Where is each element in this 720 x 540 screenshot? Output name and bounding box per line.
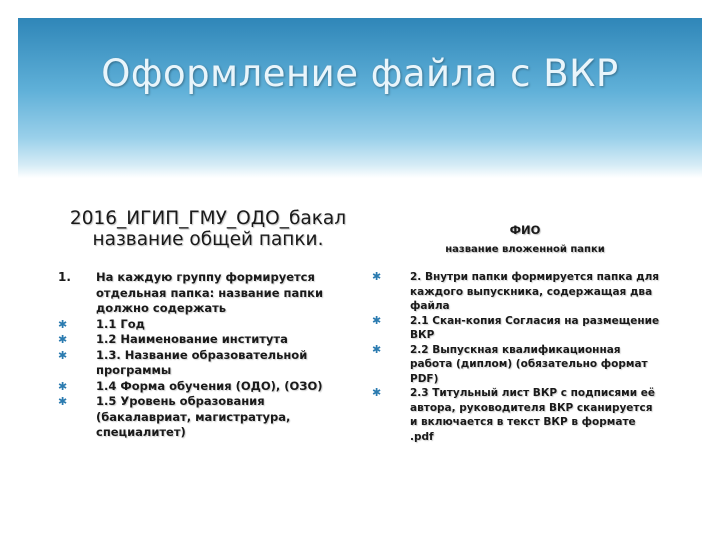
right-heading-caption: название вложенной папки <box>445 244 605 255</box>
bullet-icon: ✱ <box>58 379 68 393</box>
right-heading <box>410 220 640 260</box>
right-heading-folder-name: ФИО <box>509 223 541 237</box>
list-item <box>372 270 662 314</box>
list-item <box>58 317 348 333</box>
list-item <box>58 394 348 441</box>
bullet-icon: ✱ <box>372 313 382 327</box>
bullet-icon: ✱ <box>372 386 382 399</box>
list-item-text: 1.1 Год <box>96 316 145 331</box>
bullet-icon: ✱ <box>372 342 382 356</box>
list-item-text: На каждую группу формируется отдельная папка: название папки должно содержать <box>96 270 324 315</box>
left-heading <box>58 208 358 250</box>
list-item-text: 2.2 Выпускная квалификационная работа (диплом) (обязательно формат PDF) <box>410 343 648 385</box>
bullet-icon: ✱ <box>58 395 68 408</box>
list-item <box>372 343 662 387</box>
list-item-text: 1.5 Уровень образования (бакалавриат, магистратура, специалитет) <box>96 394 291 439</box>
list-item-text: 2. Внутри папки формируется папка для каждого выпускника, содержащая два файла <box>410 271 660 312</box>
list-item <box>58 332 348 348</box>
list-item-text: 1.2 Наименование института <box>96 332 288 346</box>
list-item-text: 1.4 Форма обучения (ОДО), (ОЗО) <box>96 378 323 393</box>
bullet-icon: ✱ <box>58 333 68 346</box>
left-heading-folder-name: 2016_ИГИП_ГМУ_ОДО_бакал <box>69 208 347 229</box>
title-banner <box>18 18 702 178</box>
list-number: 1. <box>58 270 71 284</box>
list-item-text: 1.3. Название образовательной программы <box>96 347 308 377</box>
slide-title: Оформление файла с ВКР <box>101 52 619 95</box>
left-heading-caption: название общей папки. <box>92 229 324 250</box>
bullet-icon: ✱ <box>58 348 68 362</box>
right-list <box>372 270 662 444</box>
list-item-text: 2.1 Скан-копия Согласия на размещение ВКР <box>410 314 660 341</box>
bullet-icon: ✱ <box>58 317 68 331</box>
list-item <box>372 386 662 444</box>
list-item <box>58 348 348 379</box>
bullet-icon: ✱ <box>372 270 382 283</box>
list-item <box>372 314 662 343</box>
list-item-text: 2.3 Титульный лист ВКР с подписями её автора, руководителя ВКР сканируется и включается в текст ВКР в формате .pdf <box>410 387 655 443</box>
list-item <box>58 379 348 395</box>
left-list <box>58 270 348 441</box>
list-item <box>58 270 348 317</box>
